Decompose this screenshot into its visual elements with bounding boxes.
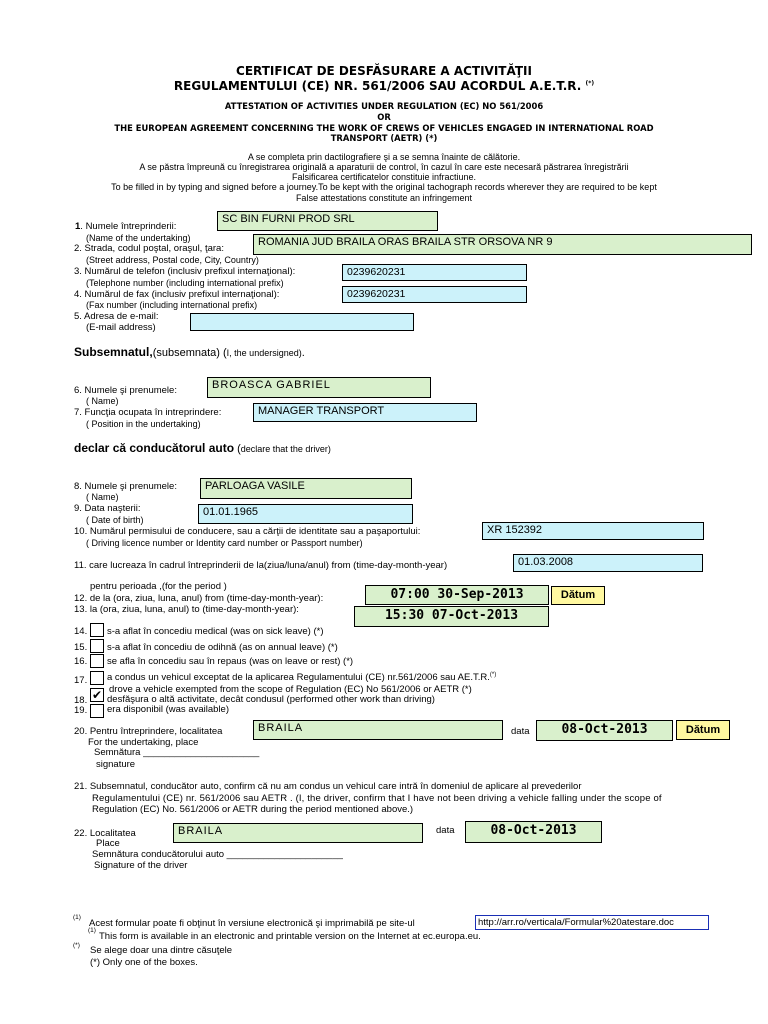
field6-label-en: ( Name) xyxy=(86,396,119,406)
footnote1-mark: (1) xyxy=(73,914,81,921)
instruction-2: A se păstra împreună cu înregistrarea originală a aparaturii de control, în cazul în care este necesară păstrarea înregistrării xyxy=(139,162,629,172)
driver-signature-line: Semnătura conducătorului auto ______________________ xyxy=(92,849,343,860)
check18-label: desfăşura o altă activitate, decât condusul (performed other work than driving) xyxy=(107,694,435,705)
footnote1-en-mark: (1) xyxy=(88,927,96,934)
field10-label-en: ( Driving licence number or Identity card number or Passport number) xyxy=(86,538,363,548)
field10-label: 10. Numărul permisului de conducere, sau a cărţii de identitate sau a paşaportului: xyxy=(74,526,421,537)
instruction-4: To be filled in by typing and signed before a journey.To be kept with the original tachograph records wherever they are required to be kept xyxy=(111,182,657,192)
footnote1-text: Acest formular poate fi obţinut în versiune electronică şi imprimabilă pe site-ul xyxy=(89,918,415,929)
driver-declaration-heading: declar că conducătorul auto (declare that the driver) xyxy=(74,441,331,455)
field20-date-label: data xyxy=(511,726,530,737)
licence-number-field[interactable]: XR 152392 xyxy=(482,522,704,540)
subtitle-line1: ATTESTATION OF ACTIVITIES UNDER REGULATION (EC) NO 561/2006 xyxy=(224,101,544,111)
period-label: pentru perioada ,(for the period ) xyxy=(90,581,227,592)
check17-label-en: drove a vehicle exempted from the scope of Regulation (EC) No 561/2006 or AETR (*) xyxy=(109,684,472,695)
fax-field[interactable]: 0239620231 xyxy=(342,286,527,303)
footnote1-en-text: This form is available in an electronic and printable version on the Internet at ec.europa.eu. xyxy=(99,931,481,942)
field1-label-en: (Name of the undertaking) xyxy=(86,233,191,243)
available-checkbox[interactable] xyxy=(90,704,104,718)
field2-label: 2. Strada, codul poştal, oraşul, ţara: xyxy=(74,243,224,254)
undertaking-date-field[interactable]: 08-Oct-2013 xyxy=(536,720,673,741)
footnote2-mark: (*) xyxy=(73,942,80,949)
field3-label: 3. Numărul de telefon (inclusiv prefixul internaţional): xyxy=(74,266,296,277)
field9-label: 9. Data naşterii: xyxy=(74,503,141,514)
check15-num: 15. xyxy=(74,642,88,653)
field20-label: 20. Pentru întreprindere, localitatea xyxy=(74,726,223,737)
field7-label: 7. Funcţia ocupata în intreprindere: xyxy=(74,407,222,418)
check15-label: s-a aflat în concediu de odihnă (as on annual leave) (*) xyxy=(107,642,338,653)
undertaking-signature-line: Semnătura ______________________ xyxy=(94,747,260,758)
signatory-name-field[interactable]: BROASCA GABRIEL xyxy=(207,377,431,398)
check14-label: s-a aflat în concediu medical (was on sick leave) (*) xyxy=(107,626,324,637)
field11-label: 11. care lucreaza în cadrul întreprinderii de la(ziua/luna/anul) from (time-day-month-year) xyxy=(74,560,448,571)
instruction-1: A se completa prin dactilografiere şi a se semna înainte de călătorie. xyxy=(247,152,521,162)
employment-start-field[interactable]: 01.03.2008 xyxy=(513,554,703,572)
street-address-field[interactable]: ROMANIA JUD BRAILA ORAS BRAILA STR ORSOVA NR 9 xyxy=(253,234,752,255)
field4-label-en: (Fax number (including international prefix) xyxy=(86,300,258,310)
subtitle-line3: THE EUROPEAN AGREEMENT CONCERNING THE WORK OF CREWS OF VEHICLES ENGAGED IN INTERNATIONAL ROAD xyxy=(114,123,654,133)
field5-label: 5. Adresa de e-mail: xyxy=(74,311,159,322)
exempted-vehicle-checkbox[interactable] xyxy=(90,671,104,685)
undertaking-signature-label-en: signature xyxy=(96,759,136,770)
title-footnote-mark: (*) xyxy=(585,80,595,87)
field9-label-en: ( Date of birth) xyxy=(86,515,144,525)
field22-date-label: data xyxy=(436,825,455,836)
check18-num: 18. xyxy=(74,695,88,706)
field20-label-en: For the undertaking, place xyxy=(88,737,199,748)
field21-line3: Regulation (EC) No. 561/2006 or AETR during the period mentioned above.) xyxy=(92,804,414,815)
form-download-link[interactable]: http://arr.ro/verticala/Formular%20atestare.doc xyxy=(475,915,709,930)
check16-num: 16. xyxy=(74,656,88,667)
field22-label: 22. Localitatea xyxy=(74,828,136,839)
field21-line1: 21. Subsemnatul, conducător auto, confirm că nu am condus un vehicul care intră în domeniul de aplicare al prevederilor xyxy=(74,781,582,792)
position-field[interactable]: MANAGER TRANSPORT xyxy=(253,403,477,422)
undertaking-name-field[interactable]: SC BIN FURNI PROD SRL xyxy=(217,211,438,231)
form-title-line2: REGULAMENTULUI (CE) NR. 561/2006 SAU ACORDUL A.E.T.R. (*) xyxy=(173,79,595,93)
birth-date-field[interactable]: 01.01.1965 xyxy=(198,504,413,524)
check16-label: se afla în concediu sau în repaus (was on leave or rest) (*) xyxy=(107,656,354,667)
undersigned-heading: Subsemnatul,(subsemnata) (I, the undersigned). xyxy=(74,345,305,359)
subtitle-line2: OR xyxy=(377,112,391,122)
driver-signature-label-en: Signature of the driver xyxy=(94,860,188,871)
check17-label: a condus un vehicul exceptat de la aplicarea Regulamentului (CE) nr.561/2006 sau AE.T.R.(*) xyxy=(107,672,497,684)
field2-label-en: (Street address, Postal code, City, Country) xyxy=(86,255,259,265)
field4-label: 4. Numărul de fax (inclusiv prefixul internaţional): xyxy=(74,289,280,300)
driver-name-field[interactable]: PARLOAGA VASILE xyxy=(200,478,412,499)
sick-leave-checkbox[interactable] xyxy=(90,623,104,637)
field3-label-en: (Telephone number (including international prefix) xyxy=(86,278,284,288)
period-from-field[interactable]: 07:00 30-Sep-2013 xyxy=(365,585,549,605)
form-title-line1: CERTIFICAT DE DESFĂSURARE A ACTIVITĂŢII xyxy=(236,64,532,78)
field21-line2: Regulamentului (CE) nr. 561/2006 sau AETR . (I, the driver, confirm that I have not been driving a vehicle falling under the scope of xyxy=(92,793,662,804)
field1-label: 1. Numele întreprinderii: xyxy=(75,221,177,232)
date-picker-button-from[interactable]: Dătum xyxy=(551,586,605,605)
undertaking-place-field[interactable]: BRAILA xyxy=(253,720,503,740)
footnote2-en-text: (*) Only one of the boxes. xyxy=(90,957,198,968)
field13-label: 13. la (ora, ziua, luna, anul) to (time-day-month-year): xyxy=(74,604,299,615)
telephone-field[interactable]: 0239620231 xyxy=(342,264,527,281)
driver-place-field[interactable]: BRAILA xyxy=(173,823,423,843)
other-work-checkbox[interactable]: ✔ xyxy=(91,688,103,702)
field8-label-en: ( Name) xyxy=(86,492,119,502)
period-to-field[interactable]: 15:30 07-Oct-2013 xyxy=(354,606,549,627)
annual-leave-checkbox[interactable] xyxy=(90,639,104,653)
check14-num: 14. xyxy=(74,626,88,637)
field12-label: 12. de la (ora, ziua, luna, anul) from (time-day-month-year): xyxy=(74,593,324,604)
date-picker-button-undertaking[interactable]: Dătum xyxy=(676,720,730,740)
check19-label: era disponibil (was available) xyxy=(107,704,229,715)
field5-label-en: (E-mail address) xyxy=(86,322,156,333)
field8-label: 8. Numele şi prenumele: xyxy=(74,481,177,492)
check19-num: 19. xyxy=(74,705,88,716)
footnote2-text: Se alege doar una dintre căsuţele xyxy=(90,945,233,956)
field22-label-en: Place xyxy=(96,838,120,849)
driver-date-field[interactable]: 08-Oct-2013 xyxy=(465,821,602,843)
check17-num: 17. xyxy=(74,675,88,686)
instruction-5: False attestations constitute an infringement xyxy=(295,193,473,203)
leave-rest-checkbox[interactable] xyxy=(90,654,104,668)
email-field[interactable] xyxy=(190,313,414,331)
field7-label-en: ( Position in the undertaking) xyxy=(86,419,201,429)
field6-label: 6. Numele şi prenumele: xyxy=(74,385,177,396)
subtitle-line4: TRANSPORT (AETR) (*) xyxy=(330,133,438,143)
instruction-3: Falsificarea certificatelor constituie infractiune. xyxy=(291,172,477,182)
